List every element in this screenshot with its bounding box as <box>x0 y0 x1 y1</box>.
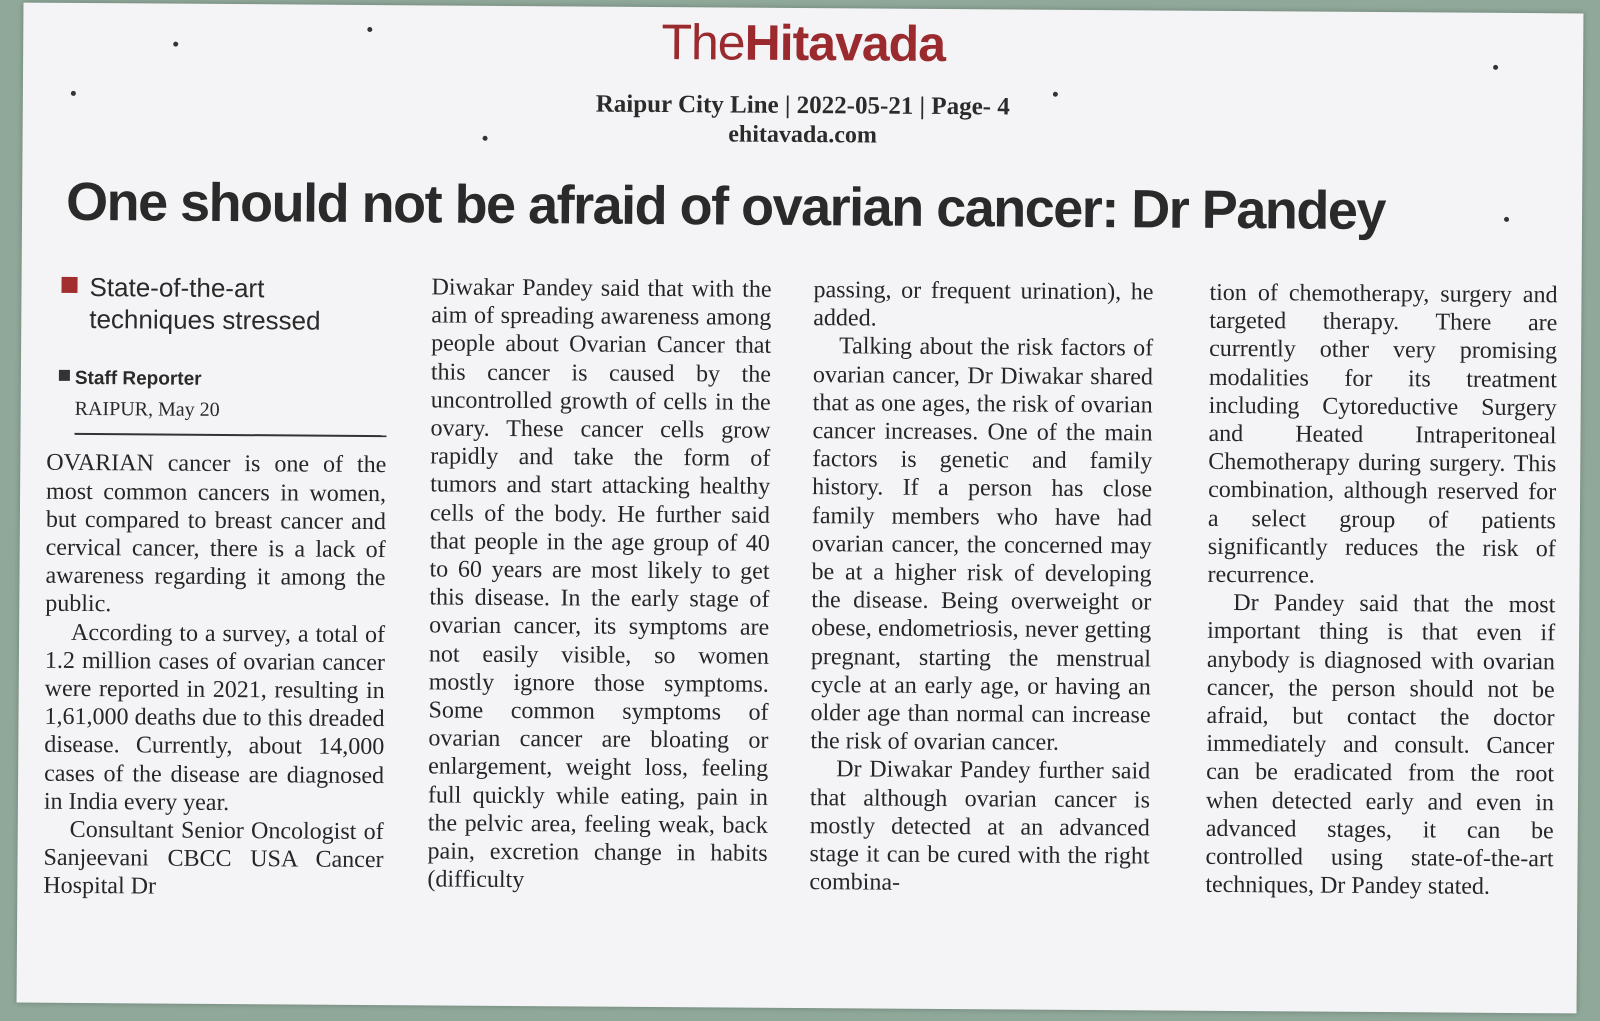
article-headline: One should not be afraid of ovarian cancer: Dr Pandey <box>65 171 1386 242</box>
byline: Staff Reporter <box>75 365 387 395</box>
masthead-logo <box>23 13 1583 74</box>
article-column-3 <box>809 276 1153 899</box>
edition-dateline: Raipur City Line | 2022-05-21 | Page- 4 <box>595 90 1010 121</box>
article-kicker: State-of-the-art techniques stressed <box>89 271 387 337</box>
red-square-bullet-icon <box>61 277 77 293</box>
dateline-place: RAIPUR, May 20 <box>74 398 220 422</box>
article-column-1 <box>43 271 387 903</box>
article-column-4 <box>1205 279 1557 902</box>
paragraph: Dr Diwakar Pandey further said that although ovarian cancer is mostly detected at an advanced stage it can be cured with the right combina- <box>809 756 1151 896</box>
website-url: ehitavada.com <box>728 121 878 149</box>
paragraph: passing, or frequent urination), he added. <box>813 277 1154 332</box>
article-column-2 <box>427 273 771 896</box>
divider <box>74 433 386 437</box>
paragraph: Dr Pandey said that the most important thing is that even if anybody is diagnosed with ovarian cancer, the person should not be afraid, but contact the doctor immediately and consult. Cancer can be eradicated from the root when detected early and even in advanced stages, it can be controlled using state-of-the-art techniques, Dr Pandey stated. <box>1205 590 1556 901</box>
paragraph: tion of chemotherapy, surgery and targeted therapy. There are currently other very promising modalities for its treatment including Cytoreductive Surgery and Heated Intraperitoneal Chemotherapy during surgery. This combination, although reserved for a select group of patients significantly reduces the risk of recurrence. <box>1207 279 1558 589</box>
paragraph: Diwakar Pandey said that with the aim of spreading awareness among people about Ovarian Cancer that this cancer is caused by the uncontrolled growth of cells in the ovary. These cancer cells grow rapidly and take the form of tumors and start attacking healthy cells of the body. He further said that people in the age group of 40 to 60 years are most likely to get this disease. In the early stage of ovarian cancer, its symptoms are not easily visible, so women mostly ignore those symptoms. Some common symptoms of ovarian cancer are bloating or enlargement, weight loss, feeling full quickly while eating, pain in the pelvic area, feeling weak, back pain, excretion change in habits (difficulty <box>427 274 772 894</box>
brand-the: The <box>661 14 745 71</box>
paragraph: According to a survey, a total of 1.2 million cases of ovarian cancer were reported in 2021, resulting in 1,61,000 deaths due to this dreaded disease. Currently, about 14,000 cases of the disease are diagnosed in India every year. <box>43 619 386 816</box>
brand-name: Hitavada <box>744 14 946 73</box>
paragraph: Talking about the risk factors of ovarian cancer, Dr Diwakar shared that as one ages, the risk of ovarian cancer increases. One of the main factors is genetic and family history. If a person has close family members who have had ovarian cancer, the concerned may be at a higher risk of developing the disease. Being overweight or obese, endometriosis, never getting pregnant, starting the menstrual cycle at an early age, or having an older age than normal can increase the risk of ovarian cancer. <box>810 333 1154 757</box>
paragraph: Consultant Senior Oncologist of Sanjeevani CBCC USA Cancer Hospital Dr <box>43 816 384 900</box>
square-bullet-icon <box>59 370 70 381</box>
paragraph: OVARIAN cancer is one of the most common cancers in women, but compared to breast cancer and cervical cancer, there is a lack of awareness regarding it among the public. <box>45 450 387 618</box>
newspaper-clipping <box>17 3 1584 1014</box>
